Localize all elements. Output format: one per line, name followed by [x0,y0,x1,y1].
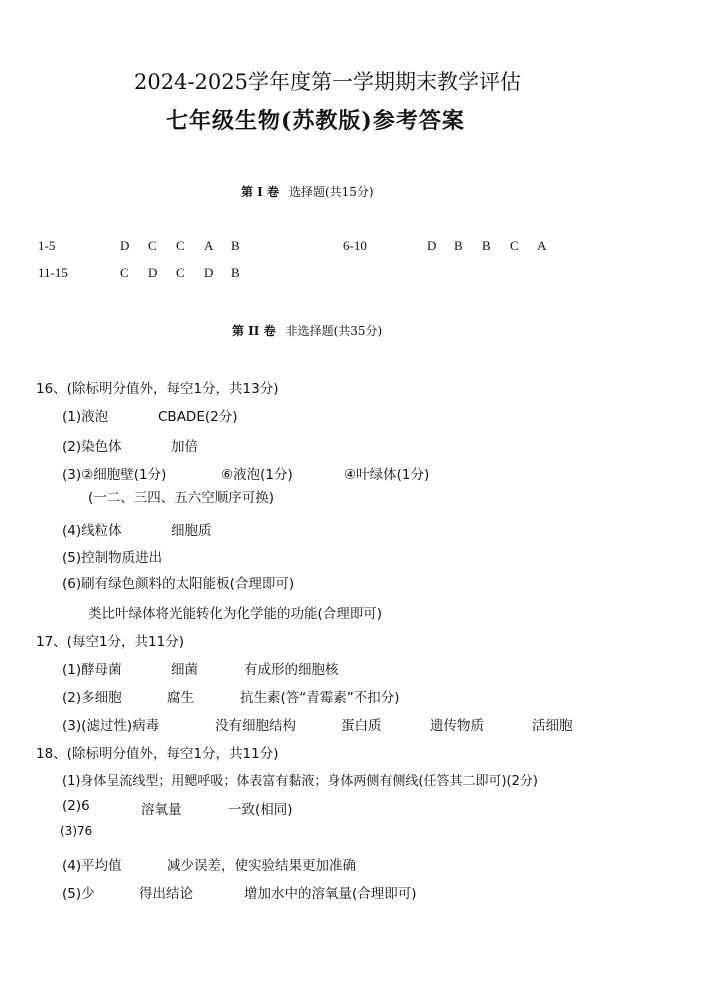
mc-answer: C [176,238,185,253]
q16-answer: ⑥液泡(1分) [221,467,293,483]
mc-answer: D [427,238,437,253]
q17-answer: (3)(滤过性)病毒 [62,718,160,734]
q17-heading: 17、(每空1分，共11分) [36,634,184,650]
q16-answer: (6)刷有绿色颜料的太阳能板(合理即可) [62,576,295,592]
q17-answer: 有成形的细胞核 [244,662,339,678]
mc-answer: B [231,265,240,280]
mc-range: 6-10 [343,238,367,253]
mc-answer: D [120,238,130,253]
document-title: 2024-2025学年度第一学期期末教学评估 [134,70,521,94]
mc-answer: D [204,265,214,280]
mc-answer: D [148,265,158,280]
mc-answer: B [454,238,463,253]
q17-answer: 没有细胞结构 [215,718,296,734]
q17-answer: 活细胞 [532,718,573,734]
q18-answer: 一致(相同) [228,802,293,818]
q18-answer: 溶氧量 [141,802,182,818]
q16-answer: ④叶绿体(1分) [344,467,430,483]
q17-answer: 遗传物质 [430,718,484,734]
q16-answer: CBADE(2分) [158,409,238,425]
mc-answer: A [537,238,547,253]
q17-answer: 细菌 [171,662,198,678]
section1-desc: 选择题(共15分) [288,185,374,199]
section1-heading [241,183,374,200]
q18-answer: (5)少 [62,886,95,902]
q18-answer: 增加水中的溶氧量(合理即可) [244,886,417,902]
mc-answer: C [120,265,129,280]
document-subtitle: 七年级生物(苏教版)参考答案 [166,108,465,134]
q17-answer: 抗生素(答“青霉素”不扣分) [240,690,400,706]
q18-answer: (2)6 [62,798,90,814]
mc-answer: C [510,238,519,253]
q18-answer: (3)76 [60,824,93,838]
q18-answer: 减少误差，使实验结果更加准确 [167,858,356,874]
mc-answer: B [482,238,491,253]
section2-label: 第 II 卷 [232,324,276,338]
q16-note: (一二、三四、五六空顺序可换) [88,490,275,506]
q16-answer: (4)线粒体 [62,523,122,539]
section2-desc: 非选择题(共35分) [285,324,383,338]
q16-answer: (3)②细胞壁(1分) [62,467,167,483]
mc-answer: C [176,265,185,280]
q16-answer: 细胞质 [171,523,212,539]
q18-answer: (1)身体呈流线型；用鳃呼吸；体表富有黏液；身体两侧有侧线(任答其二即可)(2分) [62,774,538,789]
mc-range: 1-5 [38,238,56,253]
q16-answer: (1)液泡 [62,409,109,425]
section1-label: 第 I 卷 [241,185,279,199]
q16-answer: 类比叶绿体将光能转化为化学能的功能(合理即可) [88,606,383,622]
q17-answer: (1)酵母菌 [62,662,122,678]
q16-answer: (2)染色体 [62,439,122,455]
mc-answer: A [204,238,214,253]
section2-heading [232,322,382,339]
q17-answer: (2)多细胞 [62,690,122,706]
mc-answer: B [231,238,240,253]
mc-answer: C [148,238,157,253]
q18-answer: (4)平均值 [62,858,122,874]
q16-answer: (5)控制物质进出 [62,550,163,566]
q18-heading: 18、(除标明分值外，每空1分，共11分) [36,746,279,762]
q17-answer: 蛋白质 [341,718,382,734]
q18-answer: 得出结论 [139,886,193,902]
q16-answer: 加倍 [171,439,198,455]
q17-answer: 腐生 [167,690,194,706]
q16-heading: 16、(除标明分值外，每空1分，共13分) [36,381,279,397]
mc-range: 11-15 [38,265,68,280]
